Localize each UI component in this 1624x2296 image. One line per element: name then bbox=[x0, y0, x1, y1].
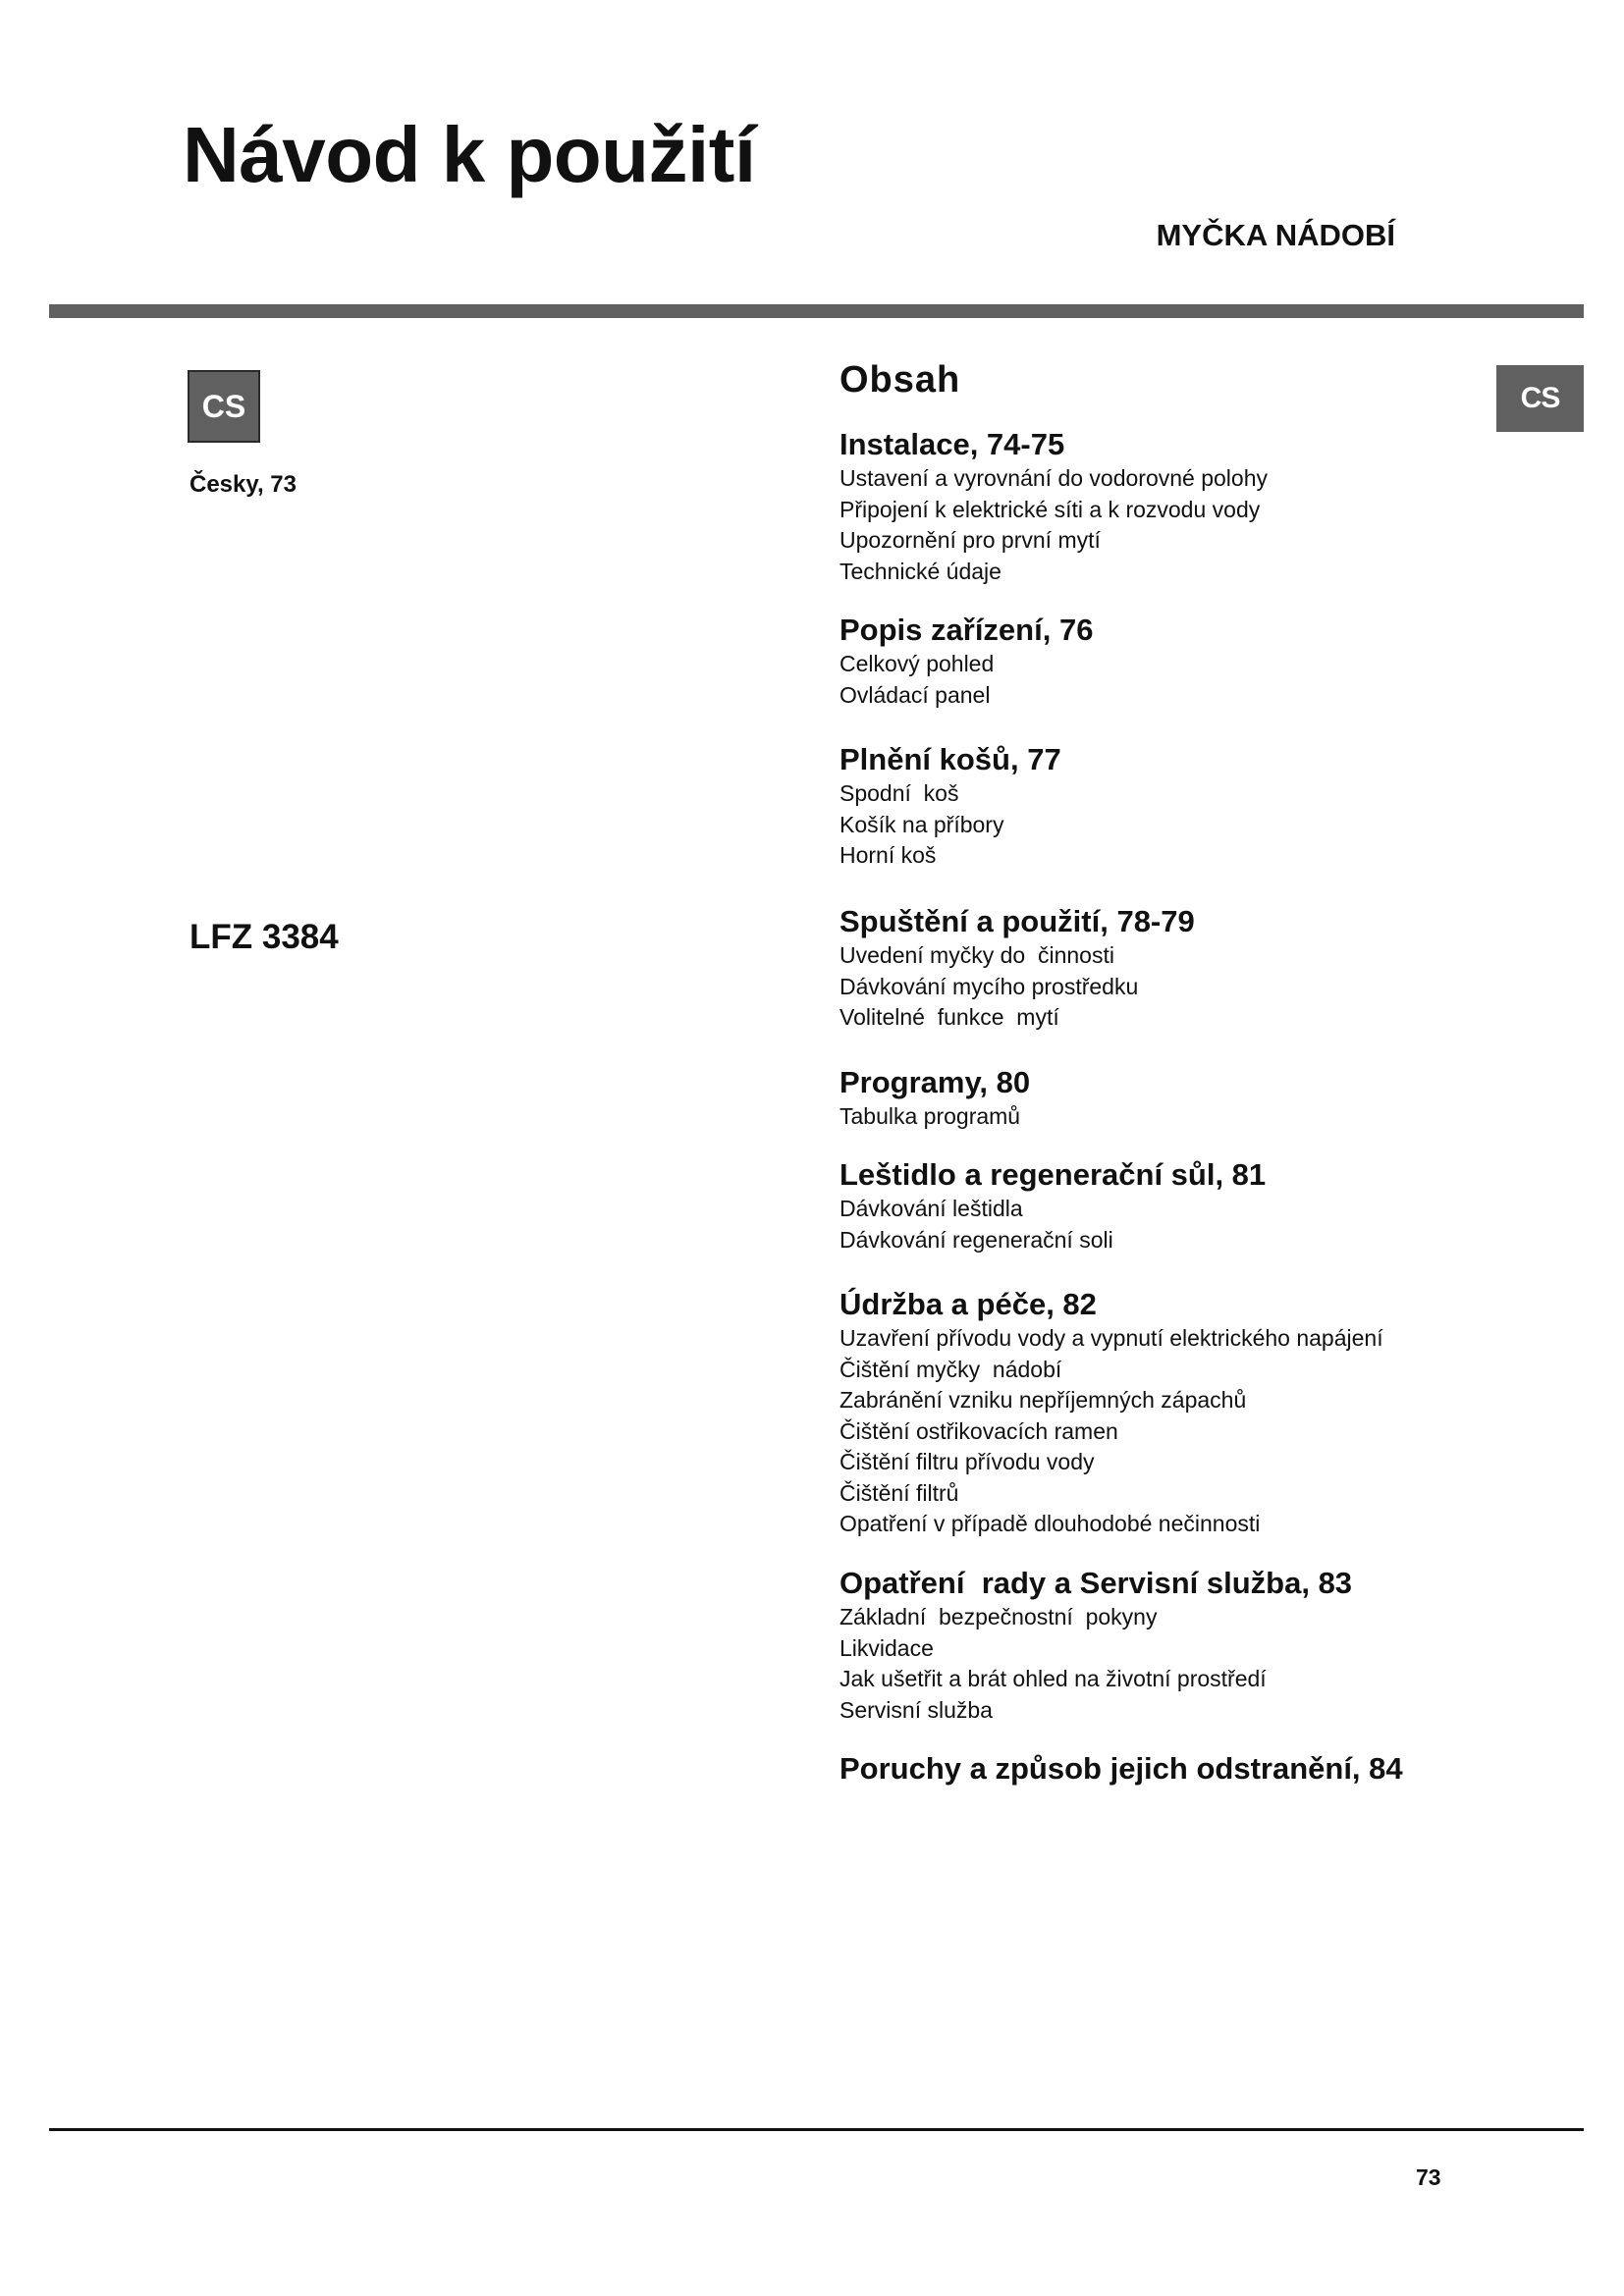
language-badge: CS bbox=[188, 370, 260, 443]
toc-item: Ovládací panel bbox=[839, 681, 991, 708]
toc-section bbox=[839, 1565, 1527, 1726]
toc-item: Košík na příbory bbox=[839, 811, 1004, 837]
model-number: LFZ 3384 bbox=[189, 918, 339, 956]
toc-section bbox=[839, 612, 1527, 711]
toc-item: Likvidace bbox=[839, 1634, 934, 1661]
toc-section bbox=[839, 1750, 1527, 1788]
toc-section bbox=[839, 426, 1527, 587]
toc-item: Čištění filtrů bbox=[839, 1479, 959, 1506]
toc-section-title: Leštidlo a regenerační sůl, 81 bbox=[839, 1157, 1267, 1192]
toc-item: Čištění filtru přívodu vody bbox=[839, 1449, 1095, 1474]
toc-item: Horní koš bbox=[839, 842, 937, 868]
toc-section bbox=[839, 903, 1527, 1034]
toc-section bbox=[839, 1156, 1527, 1255]
toc-section-title: Popis zařízení, 76 bbox=[839, 613, 1094, 647]
document-title: Návod k použití bbox=[183, 111, 756, 198]
toc-item: Volitelné funkce mytí bbox=[839, 1004, 1059, 1030]
footer-rule bbox=[49, 2128, 1584, 2131]
toc-section bbox=[839, 741, 1527, 872]
toc-item: Opatření v případě dlouhodobé nečinnosti bbox=[839, 1511, 1261, 1536]
toc-section-title: Údržba a péče, 82 bbox=[839, 1287, 1097, 1321]
toc-section bbox=[839, 1064, 1527, 1133]
toc-item: Základní bezpečnostní pokyny bbox=[839, 1604, 1158, 1629]
toc-item: Celkový pohled bbox=[839, 651, 995, 676]
product-type: MYČKA NÁDOBÍ bbox=[1156, 218, 1395, 252]
toc-item: Technické údaje bbox=[839, 558, 1001, 584]
toc-item: Uzavření přívodu vody a vypnutí elektrického napájení bbox=[839, 1325, 1383, 1351]
toc-item: Čištění ostřikovacích ramen bbox=[839, 1417, 1118, 1444]
toc-item: Servisní služba bbox=[839, 1696, 993, 1723]
toc-item: Upozornění pro první mytí bbox=[839, 527, 1101, 553]
toc-heading: Obsah bbox=[839, 359, 961, 400]
toc-item: Uvedení myčky do činnosti bbox=[839, 942, 1114, 968]
language-reference: Česky, 73 bbox=[189, 471, 297, 498]
toc-section-title: Opatření rady a Servisní služba, 83 bbox=[839, 1566, 1353, 1600]
toc-section-title: Spuštění a použití, 78-79 bbox=[839, 904, 1195, 938]
language-tab: CS bbox=[1496, 365, 1584, 432]
toc-item: Jak ušetřit a brát ohled na životní prostředí bbox=[839, 1666, 1267, 1691]
toc-item: Dávkování regenerační soli bbox=[839, 1226, 1113, 1253]
toc-item: Dávkování mycího prostředku bbox=[839, 973, 1139, 999]
toc-section-title: Plnění košů, 77 bbox=[839, 742, 1061, 776]
toc-section-title: Programy, 80 bbox=[839, 1065, 1031, 1099]
toc-item: Spodní koš bbox=[839, 780, 959, 806]
toc-item: Čištění myčky nádobí bbox=[839, 1356, 1062, 1382]
toc-section-title: Instalace, 74-75 bbox=[839, 427, 1065, 461]
toc-section-title: Poruchy a způsob jejich odstranění, 84 bbox=[839, 1751, 1403, 1786]
header-rule bbox=[49, 304, 1584, 318]
toc-item: Zabránění vzniku nepříjemných zápachů bbox=[839, 1387, 1247, 1413]
toc-item: Dávkování leštidla bbox=[839, 1196, 1023, 1221]
toc-item: Tabulka programů bbox=[839, 1103, 1021, 1129]
page-number: 73 bbox=[1416, 2164, 1441, 2190]
toc-item: Připojení k elektrické síti a k rozvodu vody bbox=[839, 496, 1261, 522]
toc-item: Ustavení a vyrovnání do vodorovné polohy bbox=[839, 465, 1268, 491]
toc-section bbox=[839, 1286, 1527, 1540]
